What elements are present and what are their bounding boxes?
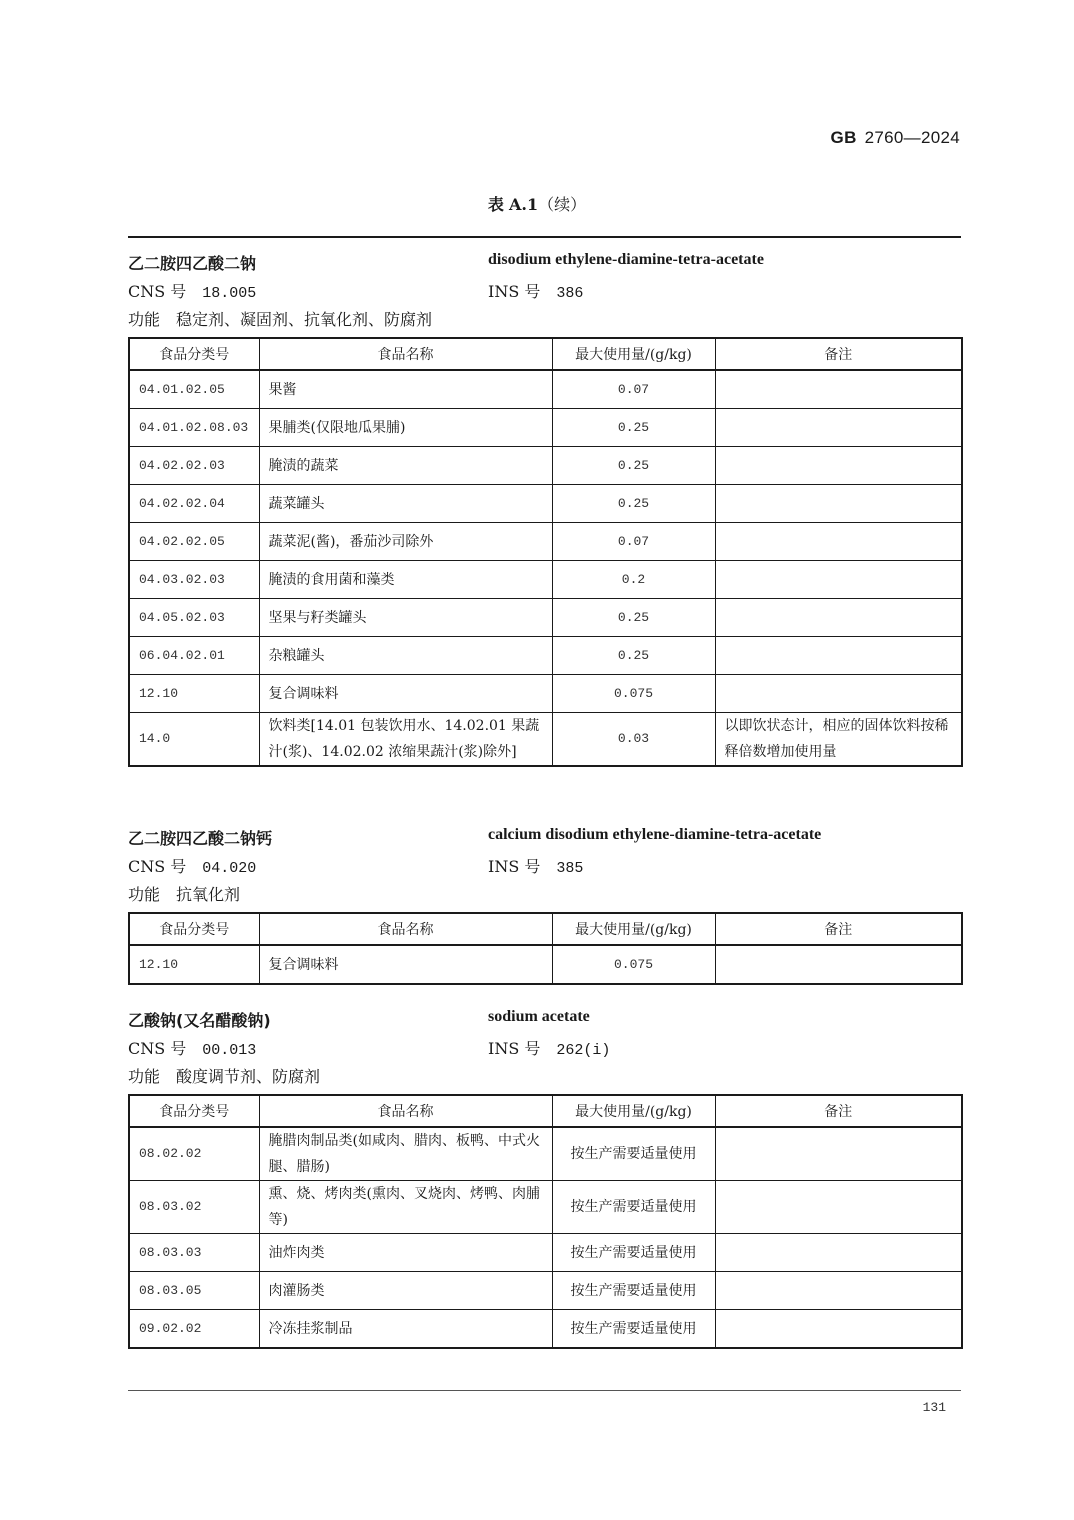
code-line bbox=[128, 279, 961, 307]
table-row bbox=[129, 1272, 962, 1310]
food-name: 熏、烧、烤肉类(熏肉、叉烧肉、烤鸭、肉脯等) bbox=[259, 1181, 552, 1234]
function-value: 抗氧化剂 bbox=[176, 885, 241, 904]
food-name: 复合调味料 bbox=[259, 945, 552, 984]
table-row bbox=[129, 409, 962, 447]
function-label: 功能 bbox=[128, 1067, 161, 1086]
max-usage: 0.2 bbox=[552, 561, 715, 599]
food-name: 蔬菜泥(酱)，番茄沙司除外 bbox=[259, 523, 552, 561]
max-usage: 0.25 bbox=[552, 409, 715, 447]
additive-name-en: calcium disodium ethylene-diamine-tetra-acetate bbox=[488, 826, 822, 843]
note: 以即饮状态计，相应的固体饮料按稀释倍数增加使用量 bbox=[715, 713, 962, 767]
food-code: 08.03.05 bbox=[129, 1272, 259, 1310]
ins-label: INS 号 bbox=[488, 282, 541, 301]
max-usage: 按生产需要适量使用 bbox=[552, 1234, 715, 1272]
table-row bbox=[129, 713, 962, 767]
max-usage: 按生产需要适量使用 bbox=[552, 1127, 715, 1181]
food-code: 04.02.02.05 bbox=[129, 523, 259, 561]
table-row bbox=[129, 561, 962, 599]
max-usage: 按生产需要适量使用 bbox=[552, 1310, 715, 1349]
food-code: 14.0 bbox=[129, 713, 259, 767]
note bbox=[715, 485, 962, 523]
additive-section-edta-disodium bbox=[128, 251, 961, 767]
table-title bbox=[0, 192, 1074, 215]
note bbox=[715, 370, 962, 409]
cns-value: 00.013 bbox=[202, 1042, 257, 1059]
max-usage: 按生产需要适量使用 bbox=[552, 1181, 715, 1234]
food-name: 复合调味料 bbox=[259, 675, 552, 713]
usage-table bbox=[128, 337, 963, 767]
note bbox=[715, 409, 962, 447]
max-usage: 0.25 bbox=[552, 599, 715, 637]
food-code: 08.03.03 bbox=[129, 1234, 259, 1272]
table-row bbox=[129, 675, 962, 713]
additive-name-cn: 乙酸钠(又名醋酸钠) bbox=[128, 1011, 271, 1030]
function-line bbox=[128, 882, 961, 910]
additive-section-sodium-acetate bbox=[128, 1008, 961, 1349]
table-row bbox=[129, 1234, 962, 1272]
additive-name-cn: 乙二胺四乙酸二钠 bbox=[128, 254, 257, 273]
ins-value: 385 bbox=[556, 860, 584, 877]
name-line bbox=[128, 251, 961, 279]
col-header-food: 食品名称 bbox=[259, 913, 552, 945]
food-name: 腌腊肉制品类(如咸肉、腊肉、板鸭、中式火腿、腊肠) bbox=[259, 1127, 552, 1181]
note bbox=[715, 1234, 962, 1272]
ins-label: INS 号 bbox=[488, 1039, 541, 1058]
food-name: 饮料类[14.01 包装饮用水、14.02.01 果蔬汁(浆)、14.02.02 浓缩果蔬汁(浆)除外] bbox=[259, 713, 552, 767]
food-name: 腌渍的食用菌和藻类 bbox=[259, 561, 552, 599]
food-code: 04.05.02.03 bbox=[129, 599, 259, 637]
table-header-row bbox=[129, 1095, 962, 1127]
function-line bbox=[128, 1064, 961, 1092]
col-header-food: 食品名称 bbox=[259, 338, 552, 370]
note bbox=[715, 1310, 962, 1349]
food-name: 蔬菜罐头 bbox=[259, 485, 552, 523]
table-row bbox=[129, 945, 962, 984]
note bbox=[715, 945, 962, 984]
additive-name-en: disodium ethylene-diamine-tetra-acetate bbox=[488, 251, 764, 268]
note bbox=[715, 561, 962, 599]
note bbox=[715, 599, 962, 637]
table-row bbox=[129, 447, 962, 485]
standard-number: 2760—2024 bbox=[864, 128, 960, 147]
food-name: 肉灌肠类 bbox=[259, 1272, 552, 1310]
table-row bbox=[129, 485, 962, 523]
standard-code bbox=[831, 128, 960, 148]
name-line bbox=[128, 1008, 961, 1036]
food-code: 04.01.02.08.03 bbox=[129, 409, 259, 447]
table-row bbox=[129, 599, 962, 637]
additive-name-en: sodium acetate bbox=[488, 1008, 590, 1025]
ins-value: 386 bbox=[556, 285, 584, 302]
table-row bbox=[129, 370, 962, 409]
cns-label: CNS 号 bbox=[128, 282, 187, 301]
max-usage: 按生产需要适量使用 bbox=[552, 1272, 715, 1310]
additive-name-cn: 乙二胺四乙酸二钠钙 bbox=[128, 829, 273, 848]
food-name: 冷冻挂浆制品 bbox=[259, 1310, 552, 1349]
function-line bbox=[128, 307, 961, 335]
food-name: 腌渍的蔬菜 bbox=[259, 447, 552, 485]
cns-label: CNS 号 bbox=[128, 1039, 187, 1058]
note bbox=[715, 1181, 962, 1234]
note bbox=[715, 1272, 962, 1310]
additive-section-edta-calcium bbox=[128, 826, 961, 985]
standard-prefix: GB bbox=[830, 128, 857, 147]
max-usage: 0.03 bbox=[552, 713, 715, 767]
note bbox=[715, 447, 962, 485]
food-name: 杂粮罐头 bbox=[259, 637, 552, 675]
col-header-code: 食品分类号 bbox=[129, 1095, 259, 1127]
note bbox=[715, 523, 962, 561]
col-header-code: 食品分类号 bbox=[129, 338, 259, 370]
code-line bbox=[128, 854, 961, 882]
food-code: 12.10 bbox=[129, 945, 259, 984]
function-value: 稳定剂、凝固剂、抗氧化剂、防腐剂 bbox=[176, 310, 433, 329]
food-code: 04.02.02.03 bbox=[129, 447, 259, 485]
note bbox=[715, 1127, 962, 1181]
table-title-suffix: （续） bbox=[538, 195, 587, 214]
usage-table bbox=[128, 1094, 963, 1349]
max-usage: 0.07 bbox=[552, 370, 715, 409]
footer-divider bbox=[128, 1390, 961, 1391]
max-usage: 0.075 bbox=[552, 945, 715, 984]
max-usage: 0.25 bbox=[552, 447, 715, 485]
table-title-label: A.1 bbox=[508, 195, 539, 214]
col-header-note: 备注 bbox=[715, 913, 962, 945]
code-line bbox=[128, 1036, 961, 1064]
function-value: 酸度调节剂、防腐剂 bbox=[176, 1067, 321, 1086]
max-usage: 0.25 bbox=[552, 485, 715, 523]
note bbox=[715, 637, 962, 675]
col-header-food: 食品名称 bbox=[259, 1095, 552, 1127]
food-name: 油炸肉类 bbox=[259, 1234, 552, 1272]
max-usage: 0.25 bbox=[552, 637, 715, 675]
page-number: 131 bbox=[922, 1400, 946, 1415]
max-usage: 0.075 bbox=[552, 675, 715, 713]
table-header-row bbox=[129, 913, 962, 945]
food-name: 果脯类(仅限地瓜果脯) bbox=[259, 409, 552, 447]
food-code: 09.02.02 bbox=[129, 1310, 259, 1349]
ins-value: 262(i) bbox=[556, 1042, 611, 1059]
col-header-max: 最大使用量/(g/kg) bbox=[552, 1095, 715, 1127]
col-header-note: 备注 bbox=[715, 338, 962, 370]
food-code: 06.04.02.01 bbox=[129, 637, 259, 675]
name-line bbox=[128, 826, 961, 854]
food-code: 12.10 bbox=[129, 675, 259, 713]
food-code: 08.02.02 bbox=[129, 1127, 259, 1181]
usage-table bbox=[128, 912, 963, 985]
table-header-row bbox=[129, 338, 962, 370]
food-code: 04.01.02.05 bbox=[129, 370, 259, 409]
note bbox=[715, 675, 962, 713]
col-header-code: 食品分类号 bbox=[129, 913, 259, 945]
col-header-max: 最大使用量/(g/kg) bbox=[552, 338, 715, 370]
food-code: 04.02.02.04 bbox=[129, 485, 259, 523]
table-row bbox=[129, 637, 962, 675]
table-row bbox=[129, 1181, 962, 1234]
table-row bbox=[129, 523, 962, 561]
ins-label: INS 号 bbox=[488, 857, 541, 876]
cns-label: CNS 号 bbox=[128, 857, 187, 876]
cns-value: 18.005 bbox=[202, 285, 257, 302]
food-code: 04.03.02.03 bbox=[129, 561, 259, 599]
cns-value: 04.020 bbox=[202, 860, 257, 877]
food-code: 08.03.02 bbox=[129, 1181, 259, 1234]
col-header-max: 最大使用量/(g/kg) bbox=[552, 913, 715, 945]
food-name: 坚果与籽类罐头 bbox=[259, 599, 552, 637]
table-row bbox=[129, 1127, 962, 1181]
max-usage: 0.07 bbox=[552, 523, 715, 561]
table-row bbox=[129, 1310, 962, 1349]
top-divider bbox=[128, 236, 961, 238]
function-label: 功能 bbox=[128, 885, 161, 904]
function-label: 功能 bbox=[128, 310, 161, 329]
table-title-prefix: 表 bbox=[487, 195, 504, 214]
food-name: 果酱 bbox=[259, 370, 552, 409]
col-header-note: 备注 bbox=[715, 1095, 962, 1127]
